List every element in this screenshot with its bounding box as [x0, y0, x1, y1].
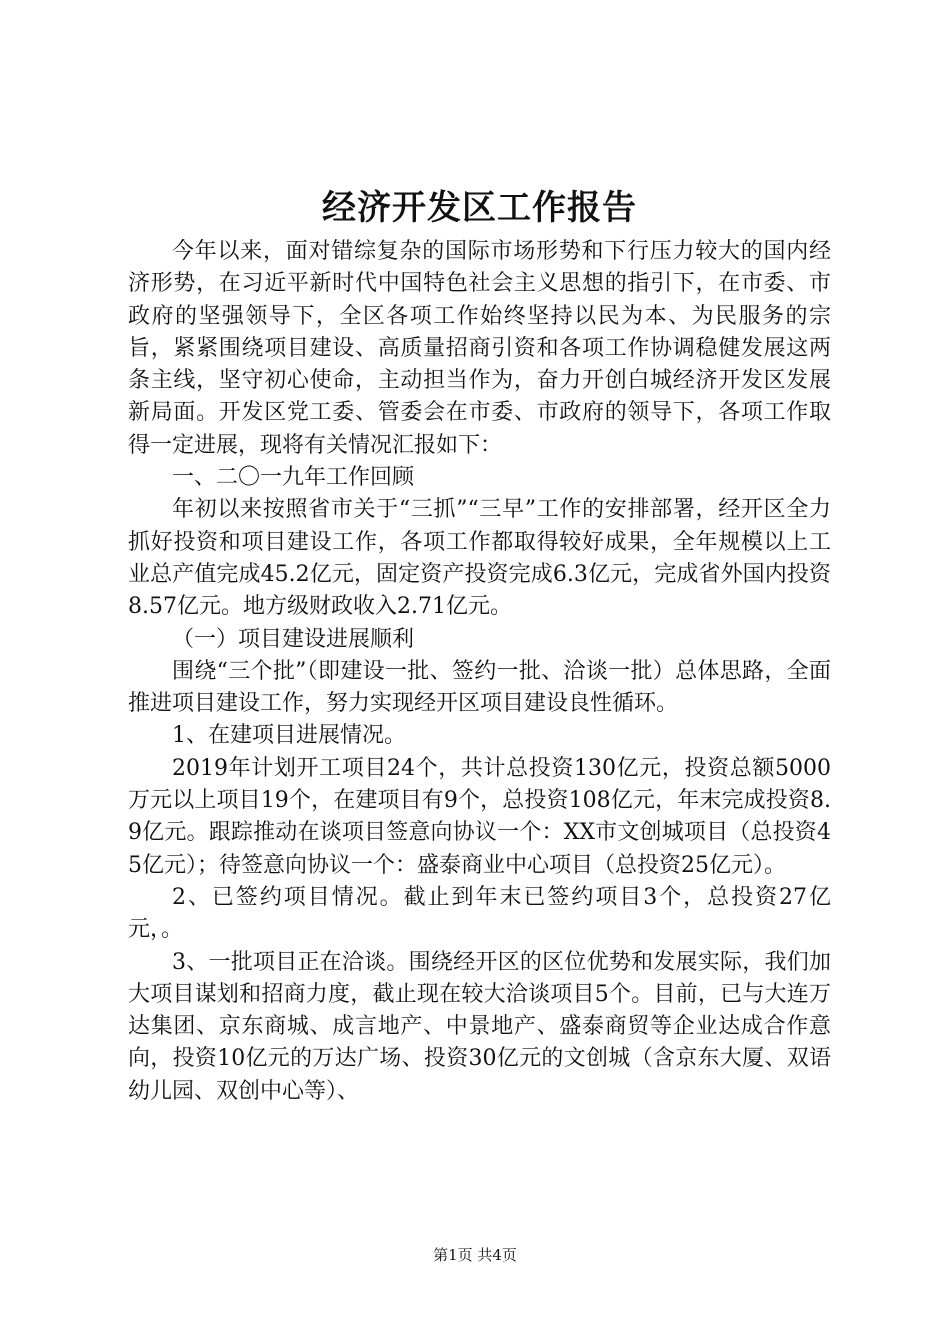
- document-title: 经济开发区工作报告: [322, 188, 637, 228]
- paragraph-signed-projects: 2、已签约项目情况。截止到年末已签约项目3个，总投资27亿元，。: [128, 884, 831, 943]
- paragraph-intro: 今年以来，面对错综复杂的国际市场形势和下行压力较大的国内经济形势，在习近平新时代中国特色社会主义思想的指引下，在市委、市政府的坚强领导下，全区各项工作始终坚持以民为本、为民服务的宗旨，紧紧围绕项目建设、高质量招商引资和各项工作协调稳健发展这两条主线，坚守初心使命，主动担当作为，奋力开创白城经济开发区发展新局面。开发区党工委、管委会在市委、市政府的领导下，各项工作取得一定进展，现将有关情况汇报如下：: [128, 239, 831, 458]
- paragraph-three-batches: 围绕“三个批”（即建设一批、签约一批、洽谈一批）总体思路，全面推进项目建设工作，努力实现经开区项目建设良性循环。: [128, 658, 831, 717]
- paragraph-negotiating-projects: 3、一批项目正在洽谈。围绕经开区的区位优势和发展实际，我们加大项目谋划和招商力度，截止现在较大洽谈项目5个。目前，已与大连万达集团、京东商城、成言地产、中景地产、盛泰商贸等企业达成合作意向，投资10亿元的万达广场、投资30亿元的文创城（含京东大厦、双语幼儿园、双创中心等）、: [128, 949, 831, 1104]
- item-heading-in-construction: 1、在建项目进展情况。: [172, 723, 406, 749]
- section-heading-review: 一、二〇一九年工作回顾: [172, 465, 415, 491]
- document-page: [128, 182, 831, 1108]
- page-number-footer: 第1页 共4页: [433, 1246, 517, 1264]
- paragraph-overview: 年初以来按照省市关于“三抓”“三早”工作的安排部署，经开区全力抓好投资和项目建设工作，各项工作都取得较好成果，全年规模以上工业总产值完成45.2亿元，固定资产投资完成6.3亿元，完成省外国内投资8.57亿元。地方级财政收入2.71亿元。: [128, 497, 831, 620]
- paragraph-in-construction: 2019年计划开工项目24个，共计总投资130亿元，投资总额5000万元以上项目19个，在建项目有9个，总投资108亿元，年末完成投资8.9亿元。跟踪推动在谈项目签意向协议一个：XX市文创城项目（总投资45亿元）；待签意向协议一个：盛泰商业中心项目（总投资25亿元）。: [128, 755, 831, 878]
- subsection-heading-projects: （一）项目建设进展顺利: [172, 626, 415, 652]
